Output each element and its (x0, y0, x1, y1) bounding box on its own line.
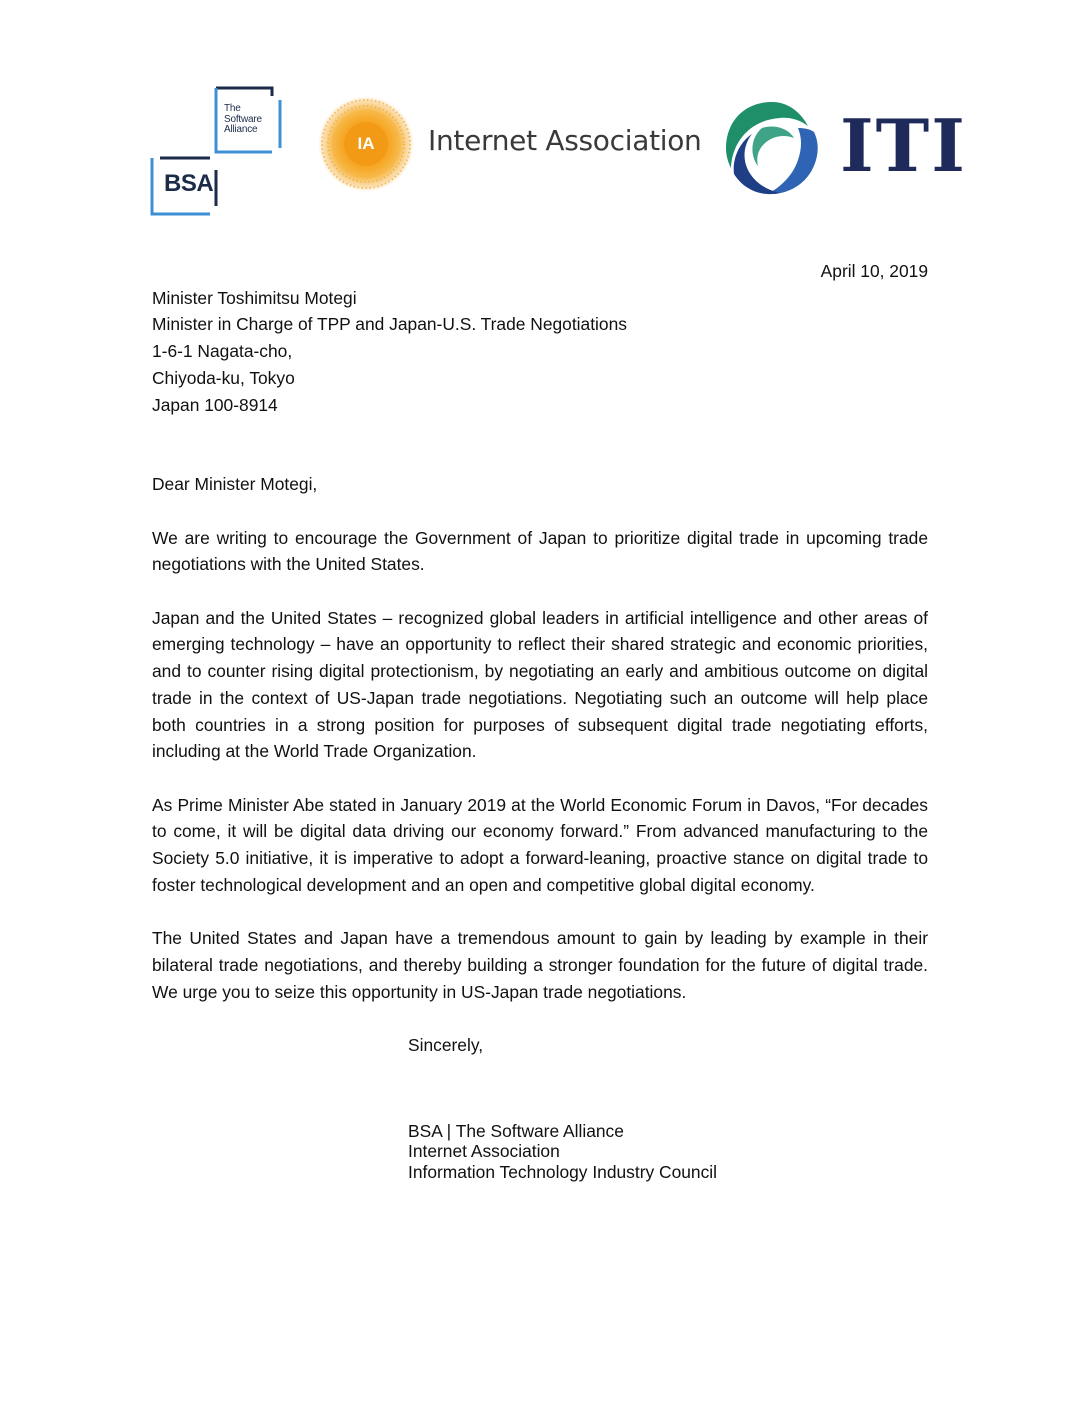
recipient-address (152, 285, 928, 419)
ia-logo-mark: IA (357, 134, 375, 153)
iti-logo-wordmark: ITI (840, 103, 967, 188)
paragraph: We are writing to encourage the Government of Japan to prioritize digital trade in upcoming trade negotiations with the United States. (152, 527, 928, 575)
bsa-logo-frame (150, 86, 284, 218)
closing: Sincerely, (408, 1034, 484, 1055)
salutation: Dear Minister Motegi, (152, 474, 318, 495)
signatory: BSA | The Software Alliance (408, 1120, 624, 1141)
ia-logo-wordmark: Internet Association (428, 124, 702, 157)
letter-body (152, 258, 928, 1182)
bsa-logo-line-1: The (224, 103, 241, 114)
bsa-logo-wordmark: BSA (164, 170, 214, 197)
letter-date: April 10, 2019 (820, 261, 928, 281)
address-line: Chiyoda-ku, Tokyo (152, 367, 295, 388)
bsa-logo-line-3: Alliance (224, 124, 258, 135)
bsa-logo-subtitle (224, 104, 262, 136)
iti-logo (722, 98, 967, 198)
bsa-logo (150, 86, 284, 218)
paragraph: As Prime Minister Abe stated in January 2019 at the World Economic Forum in Davos, “For decades to come, it will be digital data driving our economy forward.” From advanced manufacturing to the Society 5.0 initiative, it is imperative to adopt a forward-leaning, proactive stance on digital trade to foster technological development and an open and competitive global digital economy. (152, 794, 928, 895)
signatories (152, 1121, 928, 1183)
paragraph: The United States and Japan have a tremendous amount to gain by leading by example in their bilateral trade negotiations, and thereby building a stronger foundation for the future of digital trade. We urge you to seize this opportunity in US-Japan trade negotiations. (152, 928, 928, 1002)
address-line: Minister Toshimitsu Motegi (152, 287, 357, 308)
address-line: 1-6-1 Nagata-cho, (152, 341, 293, 362)
signatory: Information Technology Industry Council (408, 1161, 718, 1182)
address-line: Japan 100-8914 (152, 394, 278, 415)
internet-association-logo (318, 96, 718, 192)
paragraph: Japan and the United States – recognized global leaders in artificial intelligence and other areas of emerging technology – have an opportunity to reflect their shared strategic and economic priorities, and to counter rising digital protectionism, by negotiating an early and ambitious outcome on digital trade in the context of US-Japan trade negotiations. Negotiating such an outcome will help place both countries in a strong position for purposes of subsequent digital trade negotiating efforts, including at the World Trade Organization. (152, 607, 928, 762)
iti-swirl-icon (722, 98, 822, 198)
bsa-logo-line-2: Software (224, 113, 262, 125)
signatory: Internet Association (408, 1141, 560, 1162)
address-line: Minister in Charge of TPP and Japan-U.S. Trade Negotiations (152, 314, 627, 335)
logo-header (0, 0, 1088, 230)
